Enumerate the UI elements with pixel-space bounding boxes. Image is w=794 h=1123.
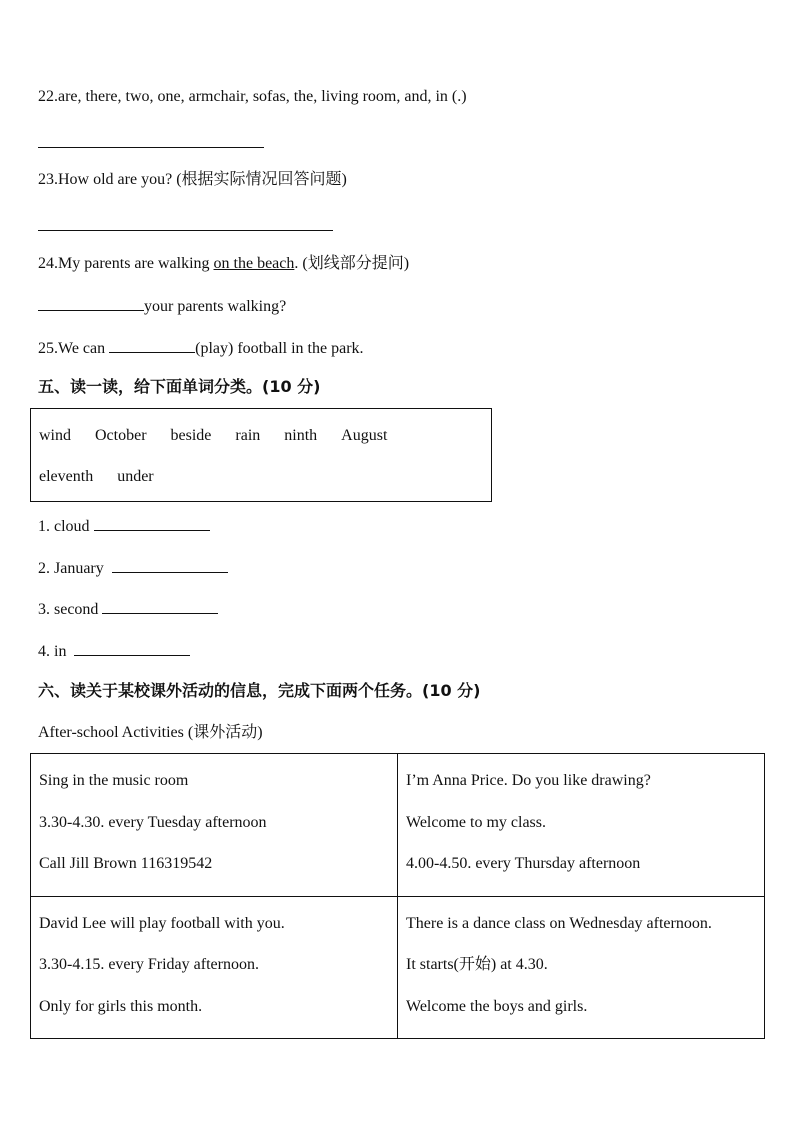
question-text-before: We can [58,340,110,357]
word: ninth [284,427,318,444]
word: October [95,427,147,444]
classify-item-1 [38,515,210,537]
word: wind [39,427,71,444]
classify-item-2 [38,557,228,579]
question-text-before: My parents are walking [58,255,214,272]
word: under [117,468,154,485]
question-number: 25. [38,340,58,357]
question-24 [38,254,409,274]
underlined-phrase: on the beach [213,255,295,272]
answer-line-23[interactable] [38,230,333,231]
section-6-heading: 六、读关于某校课外活动的信息，完成下面两个任务。(10 分) [38,681,481,700]
classify-blank-2[interactable] [112,557,228,573]
classify-label: 4. in [38,643,67,660]
cell-text: There is a dance class on Wednesday afternoon. [406,914,712,932]
cell-text: 4.00-4.50. every Thursday afternoon [406,855,641,872]
question-text: How old are you? (根据实际情况回答问题) [58,171,347,188]
section-5-heading: 五、读一读，给下面单词分类。(10 分) [38,377,321,396]
word-row-2 [39,468,178,486]
question-text-after: (play) football in the park. [195,340,364,357]
word: eleventh [39,468,94,485]
word-row-1 [39,427,411,445]
question-number: 23. [38,171,58,188]
word: August [341,427,388,444]
table-cell [31,896,398,1039]
cell-text: Only for girls this month. [39,997,203,1015]
table-row [31,754,765,897]
cell-text: David Lee will play football with you. [39,914,285,932]
word: rain [235,427,261,444]
question-22 [38,87,467,107]
cell-text: I’m Anna Price. Do you like drawing? [406,772,651,789]
cell-text: Welcome the boys and girls. [406,997,588,1015]
question-text: are, there, two, one, armchair, sofas, the, living room, and, in (.) [58,88,467,105]
cell-text: It starts(开始) at 4.30. [406,956,548,973]
classify-item-4 [38,640,190,662]
cell-text: Sing in the music room [39,772,189,789]
question-number: 22. [38,88,58,105]
activities-table [30,753,765,1039]
question-number: 24. [38,255,58,272]
answer-blank-24[interactable] [38,295,144,311]
table-cell [31,754,398,897]
classify-label: 1. cloud [38,518,90,535]
cell-text: Call Jill Brown 116319542 [39,855,213,872]
answer-blank-25[interactable] [109,337,195,353]
table-cell [398,754,765,897]
question-25 [38,337,364,359]
classify-item-3 [38,598,218,620]
activities-title: After-school Activities (课外活动) [38,724,263,741]
classify-blank-1[interactable] [94,515,210,531]
table-cell [398,896,765,1039]
classify-label: 2. January [38,560,104,577]
answer-line-22[interactable] [38,147,264,148]
classify-label: 3. second [38,601,99,618]
cell-text: Welcome to my class. [406,813,547,831]
word: beside [170,427,212,444]
word-box [30,408,492,502]
classify-blank-4[interactable] [74,640,190,656]
cell-text: 3.30-4.15. every Friday afternoon. [39,956,259,973]
answer-row-24 [38,295,286,317]
question-text-after: . (划线部分提问) [294,255,410,272]
cell-text: 3.30-4.30. every Tuesday afternoon [39,813,267,831]
answer-suffix: your parents walking? [144,298,287,315]
question-23 [38,170,347,190]
table-row [31,896,765,1039]
classify-blank-3[interactable] [102,598,218,614]
